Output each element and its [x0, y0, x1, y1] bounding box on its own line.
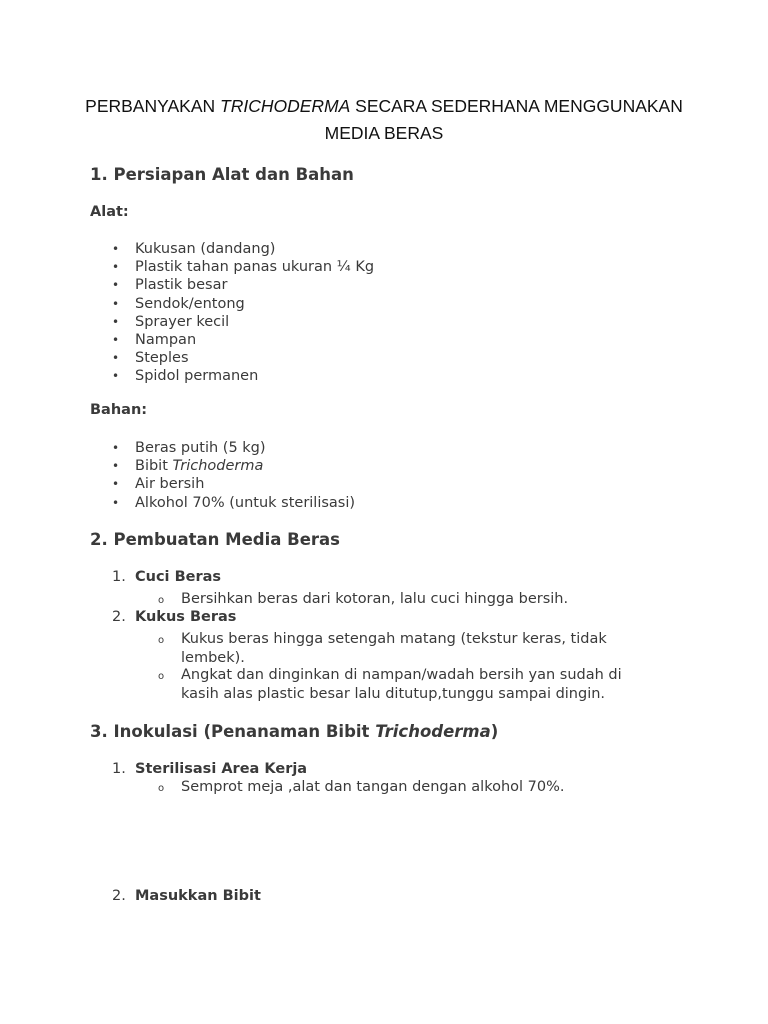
- circle-bullet-icon: o: [158, 671, 165, 682]
- bibit-prefix: Bibit: [135, 458, 173, 475]
- bahan-label: Bahan:: [90, 402, 148, 418]
- step-number: 2.: [112, 609, 126, 625]
- list-item: [90, 457, 355, 475]
- list-item: • Plastik besar: [90, 276, 374, 294]
- alat-list: [90, 240, 374, 386]
- circle-bullet-icon: o: [158, 595, 165, 606]
- section3-heading-prefix: 3. Inokulasi (Penanaman Bibit: [90, 722, 376, 741]
- list-item: • Alkohol 70% (untuk sterilisasi): [90, 494, 355, 512]
- step-number: 2.: [112, 888, 126, 904]
- section3-heading-italic: Trichoderma: [375, 722, 491, 741]
- step-title: Cuci Beras: [135, 569, 222, 585]
- sub-item: [158, 666, 651, 704]
- sub-item: [158, 590, 651, 609]
- sub-item: [158, 630, 651, 668]
- section2-heading: 2. Pembuatan Media Beras: [90, 530, 340, 549]
- sub-item-text: Angkat dan dinginkan di nampan/wadah bersih yan sudah di kasih alas plastic besar lalu ditutup,tunggu sampai dingin.: [181, 667, 622, 702]
- list-item: • Beras putih (5 kg): [90, 439, 355, 457]
- alat-label: Alat:: [90, 204, 129, 220]
- list-item: • Nampan: [90, 331, 374, 349]
- step-number: 1.: [112, 761, 126, 777]
- title-part1: PERBANYAKAN: [85, 96, 220, 116]
- list-item: • Air bersih: [90, 475, 355, 493]
- step-title: Kukus Beras: [135, 609, 237, 625]
- list-item: • Spidol permanen: [90, 367, 374, 385]
- list-item: • Kukusan (dandang): [90, 240, 374, 258]
- section3-heading-suffix: ): [490, 722, 499, 741]
- circle-bullet-icon: o: [158, 783, 165, 794]
- sub-item-text: Bersihkan beras dari kotoran, lalu cuci hingga bersih.: [181, 591, 569, 607]
- section3-heading: [90, 722, 498, 741]
- step-title: Masukkan Bibit: [135, 888, 261, 904]
- title-line2: MEDIA BERAS: [324, 123, 444, 143]
- sub-item-text: Kukus beras hingga setengah matang (tekstur keras, tidak lembek).: [181, 631, 607, 666]
- list-item: • Steples: [90, 349, 374, 367]
- bibit-italic: Trichoderma: [172, 458, 264, 475]
- section1-heading: 1. Persiapan Alat dan Bahan: [90, 165, 354, 184]
- document-title: [60, 93, 708, 147]
- sub-item-text: Semprot meja ,alat dan tangan dengan alkohol 70%.: [181, 779, 565, 795]
- step-number: 1.: [112, 569, 126, 585]
- title-italic: TRICHODERMA: [220, 96, 351, 116]
- sub-item: [158, 778, 651, 797]
- list-item: • Plastik tahan panas ukuran ¼ Kg: [90, 258, 374, 276]
- bahan-list: [90, 439, 355, 512]
- list-item: • Sprayer kecil: [90, 313, 374, 331]
- list-item: • Sendok/entong: [90, 295, 374, 313]
- step-title: Sterilisasi Area Kerja: [135, 761, 308, 777]
- circle-bullet-icon: o: [158, 635, 165, 646]
- title-part3: SECARA SEDERHANA MENGGUNAKAN: [350, 96, 683, 116]
